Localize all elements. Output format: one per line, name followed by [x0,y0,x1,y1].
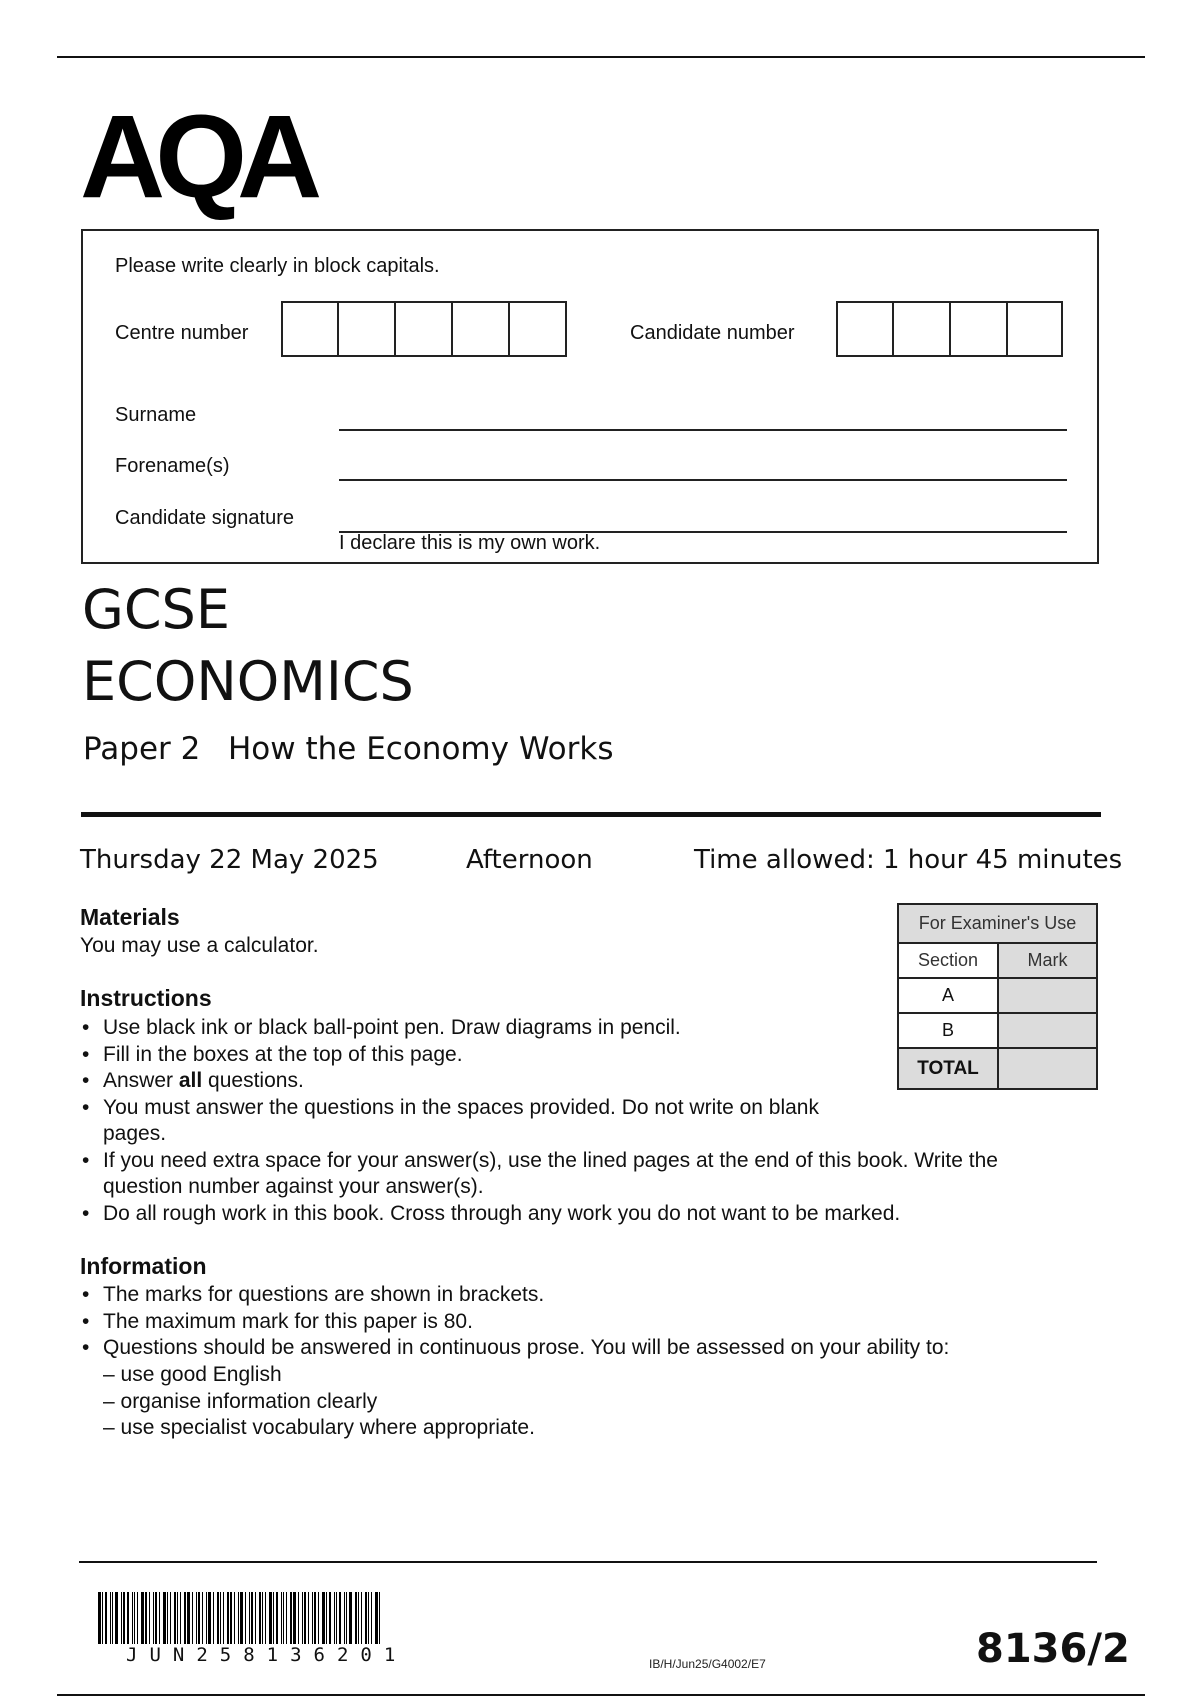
centre-number-digit-box[interactable] [394,301,453,357]
materials-text: You may use a calculator. [80,934,319,957]
barcode-bar [213,1592,214,1644]
barcode-bar [302,1592,303,1644]
barcode-bar [170,1592,171,1644]
barcode-bar [355,1592,357,1644]
candidate-number-digit-box[interactable] [1006,301,1063,357]
section-b-label: B [898,1013,998,1048]
answer-prefix: Answer [103,1069,179,1092]
barcode-bar [234,1592,235,1644]
barcode-bar [240,1592,243,1644]
centre-number-digit-box[interactable] [337,301,396,357]
barcode-bar [326,1592,327,1644]
total-mark [998,1048,1097,1089]
barcode-bar [273,1592,274,1644]
barcode-bar [192,1592,193,1644]
candidate-number-digit-box[interactable] [949,301,1008,357]
instruction-item: • Use black ink or black ball-point pen. Draw diagrams in pencil. [80,1015,1060,1042]
barcode-bar [187,1592,190,1644]
barcode-bar [251,1592,253,1644]
barcode-bar [276,1592,278,1644]
instructions-heading: Instructions [80,985,212,1011]
centre-number-label: Centre number [115,322,249,344]
barcode-bar [105,1592,107,1644]
information-item: • The maximum mark for this paper is 80. [80,1309,1120,1336]
barcode-bar [217,1592,219,1644]
paper-number: Paper 2 [83,731,201,767]
centre-number-digit-box[interactable] [451,301,510,357]
barcode-bar [339,1592,341,1644]
barcode-bar [283,1592,284,1644]
answer-suffix: questions. [202,1069,304,1092]
candidate-number-boxes[interactable] [836,301,1063,357]
barcode-bar [290,1592,292,1644]
answer-all-emphasis: all [178,1069,203,1092]
barcode-bar [127,1592,129,1644]
exam-session: Afternoon [466,845,593,875]
barcode-bar [206,1592,207,1644]
candidate-number-digit-box[interactable] [836,301,894,357]
barcode-bar [112,1592,113,1644]
barcode-bar [255,1592,256,1644]
barcode-bar [145,1592,147,1644]
barcode-bar [202,1592,203,1644]
barcode-bar [227,1592,229,1644]
barcode-bar [298,1592,299,1644]
barcode-bar [336,1592,337,1644]
barcode-bar [141,1592,144,1644]
information-item: • The marks for questions are shown in brackets. [80,1282,1120,1309]
aqa-logo: AQA [80,91,313,223]
centre-number-digit-box[interactable] [508,301,567,357]
barcode-bar [230,1592,232,1644]
barcode-bar [361,1592,362,1644]
barcode-bar [115,1592,118,1644]
barcode-bar [314,1592,316,1644]
barcode-bar [368,1592,369,1644]
barcode-bar [208,1592,211,1644]
barcode-bar [329,1592,331,1644]
barcode-bar [259,1592,261,1644]
qualification-level: GCSE [82,578,230,641]
barcode [98,1592,382,1644]
barcode-bar [177,1592,178,1644]
section-b-mark [998,1013,1097,1048]
barcode-bar [312,1592,313,1644]
candidate-details-box [81,229,1099,564]
barcode-bar [304,1592,306,1644]
barcode-bar [281,1592,282,1644]
examiner-use-table [897,903,1098,1090]
information-list [80,1282,1120,1362]
barcode-bar [344,1592,345,1644]
barcode-bar [174,1592,176,1644]
barcode-bar [358,1592,359,1644]
barcode-bar [334,1592,335,1644]
barcode-bar [180,1592,181,1644]
criterion-item: – use good English [103,1363,282,1386]
barcode-bar [220,1592,221,1644]
section-column-header: Section [898,943,998,978]
barcode-bar [371,1592,372,1644]
information-item: • Questions should be answered in continuous prose. You will be assessed on your ability to: [80,1335,1120,1362]
forenames-label: Forename(s) [115,455,230,477]
top-rule [57,56,1145,58]
block-capitals-instruction: Please write clearly in block capitals. [115,255,440,277]
barcode-bar [265,1592,266,1644]
section-a-label: A [898,978,998,1013]
barcode-bar [102,1592,103,1644]
barcode-bar [249,1592,250,1644]
barcode-bar [123,1592,125,1644]
subject-title: ECONOMICS [82,650,414,713]
barcode-bar [245,1592,246,1644]
exam-date: Thursday 22 May 2025 [80,845,379,875]
barcode-bar [159,1592,160,1644]
barcode-bar [223,1592,224,1644]
information-heading: Information [80,1253,207,1279]
bottom-rule [57,1694,1145,1696]
barcode-bar [269,1592,272,1644]
barcode-bar [149,1592,150,1644]
title-rule [81,812,1101,817]
instruction-item: • You must answer the questions in the spaces provided. Do not write on blank pages. [80,1095,823,1148]
barcode-bar [293,1592,296,1644]
barcode-bar [308,1592,309,1644]
candidate-number-digit-box[interactable] [892,301,951,357]
barcode-bar [167,1592,168,1644]
paper-name: How the Economy Works [228,731,614,767]
time-allowed: Time allowed: 1 hour 45 minutes [694,845,1123,875]
barcode-bar [322,1592,325,1644]
criterion-item: – organise information clearly [103,1389,378,1413]
barcode-bar [375,1592,378,1644]
barcode-bar [198,1592,200,1644]
barcode-bar [132,1592,133,1644]
barcode-bar [346,1592,347,1644]
examiner-table-title: For Examiner's Use [898,904,1097,943]
barcode-bar [184,1592,186,1644]
footer-rule [79,1561,1097,1563]
instruction-item: • Fill in the boxes at the top of this page. [80,1042,1060,1069]
criterion-item: – use specialist vocabulary where appropriate. [103,1416,535,1439]
barcode-bar [121,1592,122,1644]
instruction-item: • If you need extra space for your answer(s), use the lined pages at the end of this book. Write the question number against your answer(s). [80,1148,1063,1201]
barcode-bar [365,1592,367,1644]
barcode-bar [137,1592,138,1644]
surname-label: Surname [115,404,197,426]
centre-number-boxes[interactable] [281,301,567,357]
barcode-bar [155,1592,157,1644]
materials-heading: Materials [80,904,180,930]
paper-code: 8136/2 [976,1626,1130,1672]
barcode-bar [379,1592,380,1644]
barcode-bar [262,1592,263,1644]
total-label: TOTAL [898,1048,998,1089]
assessment-criteria [103,1362,535,1442]
barcode-bar [318,1592,319,1644]
instruction-item: • Do all rough work in this book. Cross through any work you do not want to be marked. [80,1201,1060,1228]
barcode-bar [238,1592,239,1644]
mark-column-header: Mark [998,943,1097,978]
signature-label: Candidate signature [115,507,295,529]
forenames-line[interactable] [339,479,1067,481]
surname-line[interactable] [339,429,1067,431]
barcode-bar [134,1592,135,1644]
centre-number-digit-box[interactable] [281,301,339,357]
barcode-digits: JUN258136201 [126,1644,408,1666]
candidate-number-label: Candidate number [630,322,795,344]
barcode-bar [110,1592,111,1644]
document-reference: IB/H/Jun25/G4002/E7 [649,1657,766,1671]
barcode-bar [98,1592,101,1644]
section-a-mark [998,978,1097,1013]
barcode-bar [349,1592,352,1644]
barcode-bar [286,1592,287,1644]
barcode-bar [153,1592,154,1644]
barcode-bar [163,1592,166,1644]
declaration-text: I declare this is my own work. [339,532,601,554]
barcode-bar [196,1592,197,1644]
